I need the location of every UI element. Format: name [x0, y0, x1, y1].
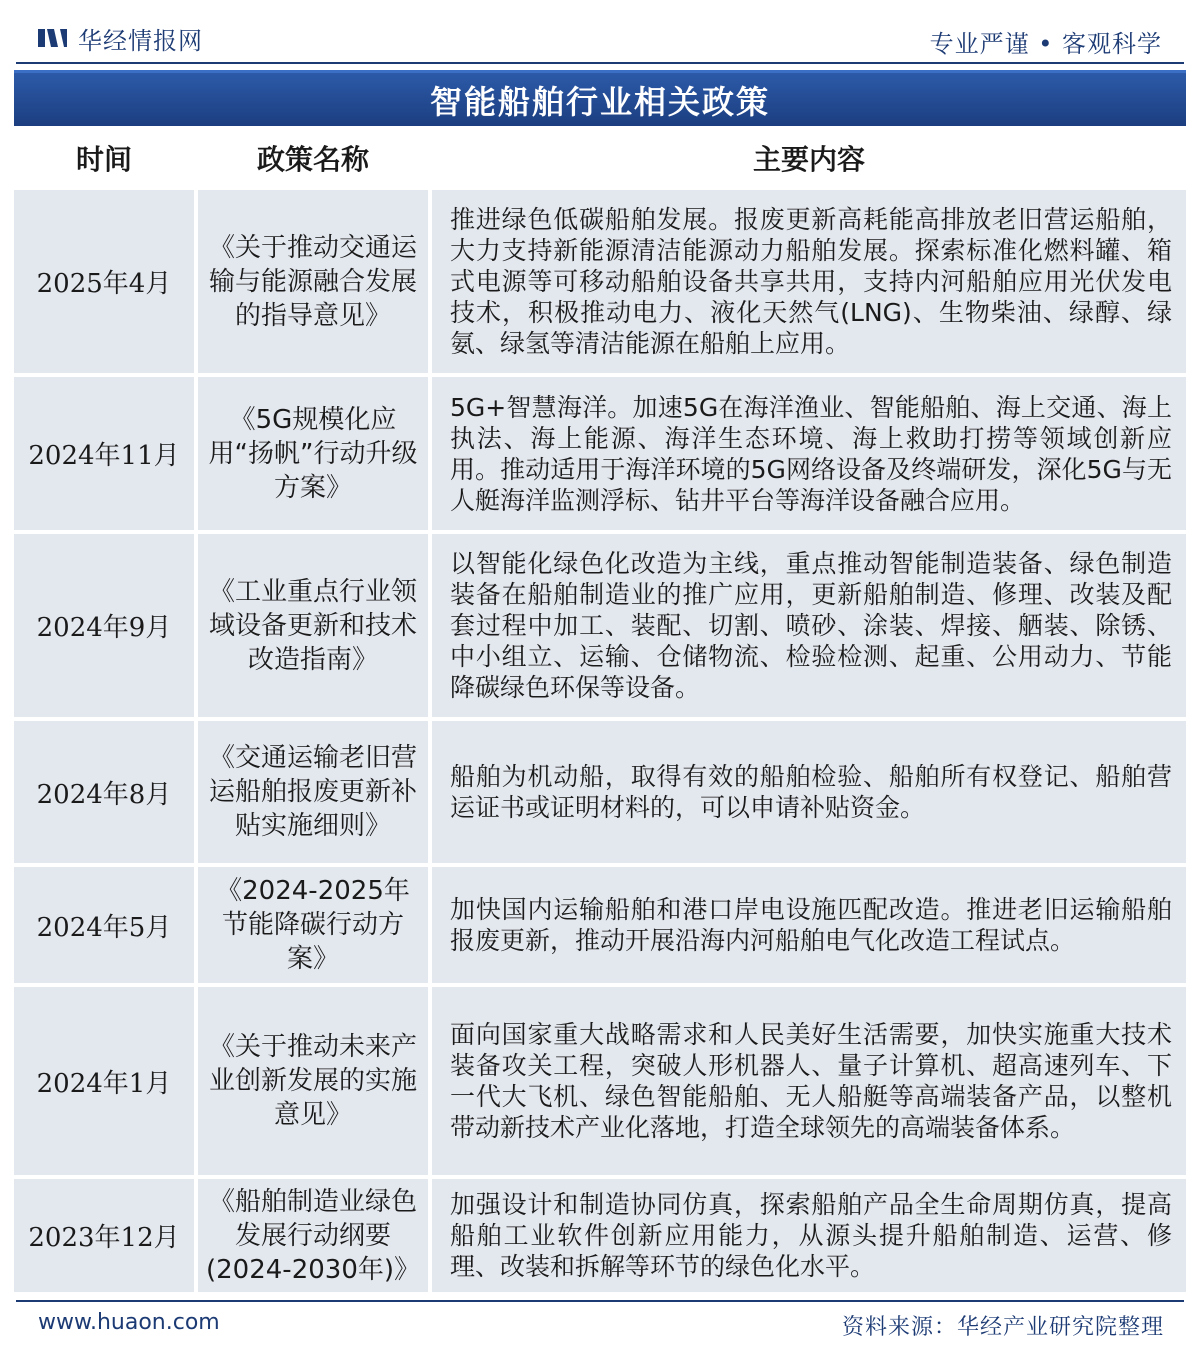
row-policy-name: 《关于推动交通运输与能源融合发展的指导意见》 — [198, 190, 428, 373]
row-date: 2025年4月 — [14, 190, 194, 373]
footer — [16, 1300, 1184, 1346]
table-row — [14, 1179, 1186, 1292]
top-header — [0, 0, 1200, 64]
row-policy-name: 《工业重点行业领域设备更新和技术改造指南》 — [198, 534, 428, 717]
table-row — [14, 867, 1186, 983]
row-content: 船舶为机动船，取得有效的船舶检验、船舶所有权登记、船舶营运证书或证明材料的，可以申请补贴资金。 — [432, 721, 1186, 863]
brand — [38, 22, 203, 54]
column-header-content: 主要内容 — [752, 143, 865, 176]
table-row — [14, 721, 1186, 863]
row-date: 2023年12月 — [14, 1179, 194, 1292]
table-row — [14, 987, 1186, 1175]
row-date: 2024年8月 — [14, 721, 194, 863]
header-divider — [16, 62, 1184, 64]
row-content: 推进绿色低碳船舶发展。报废更新高耗能高排放老旧营运船舶，大力支持新能源清洁能源动力船舶发展。探索标准化燃料罐、箱式电源等可移动船舶设备共享共用，支持内河船舶应用光伏发电技术，积极推动电力、液化天然气(LNG)、生物柴油、绿醇、绿氨、绿氢等清洁能源在船舶上应用。 — [432, 190, 1186, 373]
row-content: 加强设计和制造协同仿真，探索船舶产品全生命周期仿真，提高船舶工业软件创新应用能力，从源头提升船舶制造、运营、修理、改装和拆解等环节的绿色化水平。 — [432, 1179, 1186, 1292]
slogan: 专业严谨 • 客观科学 — [929, 30, 1162, 58]
row-date: 2024年5月 — [14, 867, 194, 983]
row-policy-name: 《船舶制造业绿色发展行动纲要(2024-2030年)》 — [198, 1179, 428, 1292]
brand-name: 华经情报网 — [78, 26, 203, 55]
row-date: 2024年1月 — [14, 987, 194, 1175]
column-header-time: 时间 — [75, 143, 132, 176]
row-policy-name: 《关于推动未来产业创新发展的实施意见》 — [198, 987, 428, 1175]
table-row — [14, 377, 1186, 530]
row-policy-name: 《交通运输老旧营运船舶报废更新补贴实施细则》 — [198, 721, 428, 863]
row-content: 加快国内运输船舶和港口岸电设施匹配改造。推进老旧运输船舶报废更新，推动开展沿海内河船舶电气化改造工程试点。 — [432, 867, 1186, 983]
table-row — [14, 534, 1186, 717]
row-date: 2024年9月 — [14, 534, 194, 717]
table-row — [14, 190, 1186, 373]
table-header — [14, 130, 1186, 186]
page-title: 智能船舶行业相关政策 — [429, 82, 770, 121]
row-date: 2024年11月 — [14, 377, 194, 530]
website-url: www.huaon.com — [38, 1310, 220, 1335]
row-content: 面向国家重大战略需求和人民美好生活需要，加快实施重大技术装备攻关工程，突破人形机器人、量子计算机、超高速列车、下一代大飞机、绿色智能船舶、无人船艇等高端装备产品，以整机带动新技术产业化落地，打造全球领先的高端装备体系。 — [432, 987, 1186, 1175]
row-content: 5G+智慧海洋。加速5G在海洋渔业、智能船舶、海上交通、海上执法、海上能源、海洋生态环境、海上救助打捞等领域创新应用。推动适用于海洋环境的5G网络设备及终端研发，深化5G与无人艇海洋监测浮标、钻井平台等海洋设备融合应用。 — [432, 377, 1186, 530]
row-content: 以智能化绿色化改造为主线，重点推动智能制造装备、绿色制造装备在船舶制造业的推广应用，更新船舶制造、修理、改装及配套过程中加工、装配、切割、喷砂、涂装、焊接、舾装、除锈、中小组立、运输、仓储物流、检验检测、起重、公用动力、节能降碳绿色环保等设备。 — [432, 534, 1186, 717]
column-header-policy-name: 政策名称 — [256, 143, 369, 176]
row-policy-name: 《5G规模化应用“扬帆”行动升级方案》 — [198, 377, 428, 530]
policy-table — [14, 130, 1186, 1292]
brand-logo-icon — [38, 27, 68, 49]
title-banner — [14, 70, 1186, 126]
row-policy-name: 《2024-2025年节能降碳行动方案》 — [198, 867, 428, 983]
source-note: 资料来源：华经产业研究院整理 — [841, 1315, 1164, 1340]
